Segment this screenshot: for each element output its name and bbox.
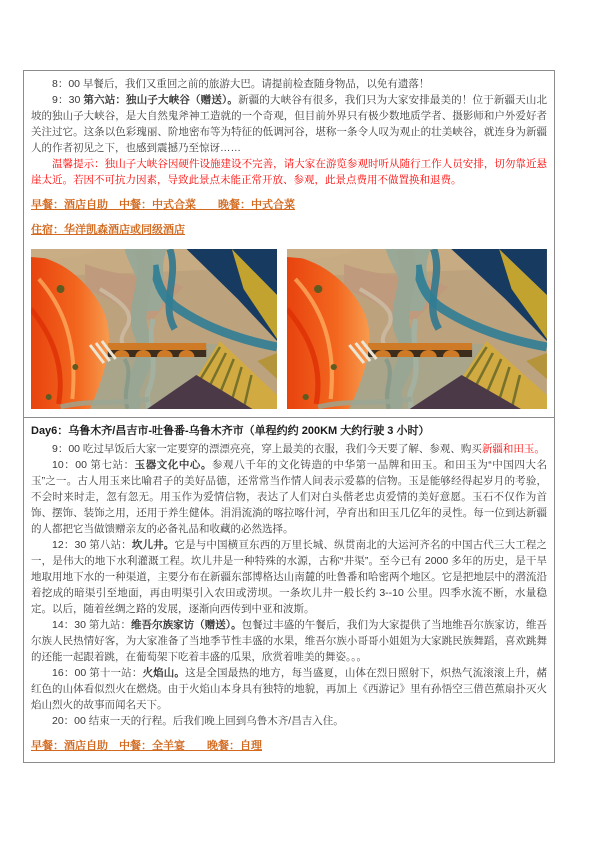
- paragraph-1430: [31, 617, 547, 665]
- station8-name: 坎儿井。: [131, 539, 175, 551]
- hotel-line-day5: 住宿：华洋凯森酒店或同级酒店: [31, 224, 185, 236]
- paragraph-0800: 8：00 早餐后，我们又重回之前的旅游大巴。请提前检查随身物品，以免有遗落！: [52, 78, 430, 90]
- text-segment: 参观八千年的文化铸造的中华第一品牌和田玉。和田玉为“中国四大名玉”之一。古人用玉来比喻君子的美好品德，还常常当作情人间表示爱慕的信物。玉是能够经得起岁月的考验，不会时来时走，忽有忽无。用玉作为爱情信物，表达了人们对白头偕老忠贞爱情的美好意愿。玉石不仅作为首饰、摆饰、装饰之用，还用于养生健体。涓涓流淌的喀拉喀什河，孕育出和田玉几亿年的灵性。每一位到达新疆的人都把它当做馈赠亲友的必备礼品和收藏的必然选择。: [31, 459, 548, 535]
- itinerary-table: [23, 70, 555, 763]
- text-segment: 包餐过丰盛的午餐后，我们为大家提供了当地维吾尔族家访，维吾尔族人民热情好客，为大家准备了当地季节性丰盛的水果，维吾尔族小哥哥小姐姐为大家跳民族舞蹈，喜欢跳舞的还能一起跟着跳，在葡萄架下吃着丰盛的瓜果，欣赏着唯美的舞姿。。。: [31, 619, 548, 663]
- text-segment: 14：30 第九站：: [52, 619, 131, 631]
- photo-strip: [31, 249, 547, 409]
- text-segment: 它是与中国横亘东西的万里长城、纵贯南北的大运河齐名的中国古代三大工程之一，是伟大的地下水利灌溉工程。坎儿井是一种特殊的水源，古称“井渠”。至今已有 2000 多年的历史，是干旱地取用地下水的一种渠道，主要分布在新疆东部博格达山南麓的吐鲁番和哈密两个地区。它是把地层中的潜流沿着挖成的暗渠引至地面，再由明渠引入农田或涝坝。一条坎儿井一般长约 3--10 公里。四季水流不断，水量稳定。以后，随着丝绸之路的发展，逐渐向西传到中亚和波斯。: [31, 539, 548, 615]
- station6-name: 第六站：独山子大峡谷（赠送）。: [83, 94, 239, 106]
- day6-section: [24, 417, 554, 762]
- station7-name: 玉器文化中心。: [134, 459, 212, 471]
- paragraph-0900: [31, 441, 547, 457]
- paragraph-1600: [31, 665, 547, 713]
- text-segment: 12：30 第八站：: [52, 539, 132, 551]
- canyon-photo-2: [287, 249, 547, 409]
- meals-line-day6: 早餐：酒店自助 中餐：全羊宴 晚餐：自理: [31, 740, 262, 752]
- text-segment: 这是全国最热的地方，每当盛夏，山体在烈日照射下，炽热气流滚滚上升，赭红色的山体看似烈火在燃烧。由于火焰山本身具有独特的地貌，再加上《西游记》里有孙悟空三借芭蕉扇扑灭火焰山烈火的故事而闻名天下。: [31, 667, 548, 711]
- text-segment: 9：30: [52, 94, 84, 106]
- day6-title: Day6：乌鲁木齐/昌吉市-吐鲁番-乌鲁木齐市（单程约约 200KM 大约行驶 3 小时）: [31, 425, 430, 437]
- text-segment: 16：00 第十一站：: [52, 667, 143, 679]
- meals-line-day5: 早餐：酒店自助 中餐：中式合菜 晚餐：中式合菜: [31, 199, 295, 211]
- canyon-photo-1: [31, 249, 277, 409]
- paragraph-0930: [31, 92, 547, 156]
- text-segment: 新疆的大峡谷有很多，我们只为大家安排最美的！位于新疆天山北坡的独山子大峡谷，是大自然鬼斧神工造就的一个奇观，但目前外界只有极少数地质学者、摄影师和户外爱好者关注过它。这条以色彩瑰丽、阶地密布等为特征的低调河谷，堪称一条令人叹为观止的壮美峡谷，就连身为新疆人的作者初见之下，也感到震撼乃至惊讶……: [31, 94, 548, 154]
- station9-name: 维吾尔族家访（赠送）。: [131, 619, 242, 631]
- text-segment: 9：00 吃过早饭后大家一定要穿的漂漂亮亮，穿上最美的衣服，我们今天要了解、参观、购买: [52, 443, 482, 455]
- day5-section: [24, 71, 554, 417]
- paragraph-1000: [31, 457, 547, 537]
- paragraph-1230: [31, 537, 547, 617]
- hetian-jade-highlight: 新疆和田玉。: [481, 443, 545, 455]
- station11-name: 火焰山。: [142, 667, 186, 679]
- paragraph-2000: 20：00 结束一天的行程。后我们晚上回到乌鲁木齐/昌吉入住。: [52, 715, 344, 727]
- warning-note: 温馨提示：独山子大峡谷因硬件设施建设不完善，请大家在游览参观时听从随行工作人员安排，切勿靠近悬崖太近。若因不可抗力因素，导致此景点未能正常开放、参观，此景点费用不做置换和退费。: [31, 158, 547, 186]
- text-segment: 10：00 第七站：: [52, 459, 135, 471]
